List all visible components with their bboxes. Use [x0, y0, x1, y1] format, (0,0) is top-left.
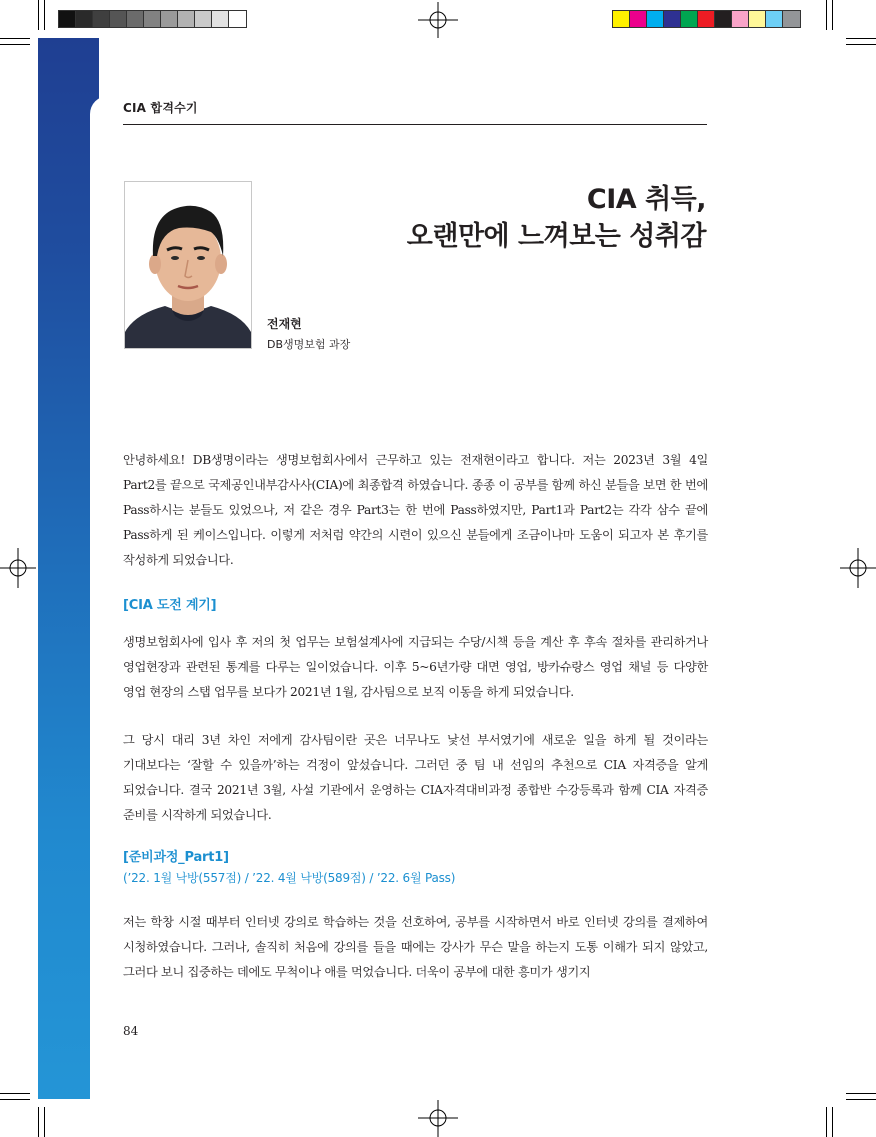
crop-mark	[832, 0, 833, 30]
color-swatch	[195, 11, 212, 27]
color-swatch	[715, 11, 732, 27]
color-swatch	[212, 11, 229, 27]
crop-mark	[44, 1107, 45, 1137]
registration-mark-top	[418, 2, 458, 38]
author-affiliation: DB생명보험 과장	[267, 338, 351, 351]
page-number: 84	[123, 1024, 139, 1038]
crop-mark	[44, 0, 45, 30]
color-swatch	[93, 11, 110, 27]
crop-mark	[0, 44, 30, 45]
crop-mark	[826, 1107, 827, 1137]
color-swatch	[766, 11, 783, 27]
intro-paragraph: 안녕하세요! DB생명이라는 생명보험회사에서 근무하고 있는 전재현이라고 합니다. 저는 2023년 3월 4일 Part2를 끝으로 국제공인내부감사사(CIA)에 최종합격 하였습니다. 종종 이 공부를 함께 하신 분들을 보면 한 번에 Pass하시는 분들도 있었으나, 저 같은 경우 Part3는 한 번에 Pass하였지만, Part1과 Part2는 각각 삼수 끝에 Pass하게 된 케이스입니다. 이렇게 저처럼 약간의 시련이 있으신 분들에게 조금이나마 도움이 되고자 본 후기를 작성하게 되었습니다.	[123, 453, 708, 567]
color-swatch	[110, 11, 127, 27]
color-swatch	[613, 11, 630, 27]
author-name: 전재현	[267, 317, 302, 331]
crop-mark	[0, 1099, 30, 1100]
color-swatch	[127, 11, 144, 27]
registration-mark-bottom	[418, 1100, 458, 1137]
color-swatch	[229, 11, 246, 27]
color-swatch	[144, 11, 161, 27]
part1-paragraph-1: 저는 학창 시절 때부터 인터넷 강의로 학습하는 것을 선호하여, 공부를 시작하면서 바로 인터넷 강의를 결제하여 시청하였습니다. 그러나, 솔직히 처음에 강의를 들을 때에는 강사가 무슨 말을 하는지 도통 이해가 되지 않았고, 그러다 보니 집중하는 데에도 무척이나 애를 먹었습니다. 더욱이 공부에 대한 흥미가 생기지	[123, 915, 708, 979]
author-photo	[124, 181, 252, 349]
section-subheading-part1: (’22. 1월 낙방(557점) / ’22. 4월 낙방(589점) / ’22. 6월 Pass)	[123, 871, 456, 885]
color-swatch	[647, 11, 664, 27]
color-swatch	[630, 11, 647, 27]
crop-mark	[846, 1099, 876, 1100]
color-swatch	[76, 11, 93, 27]
section-heading-part1: [준비과정_Part1]	[123, 850, 229, 865]
section-label: CIA 합격수기	[123, 101, 198, 115]
crop-mark	[0, 1093, 30, 1094]
crop-mark	[846, 38, 876, 39]
color-swatch	[732, 11, 749, 27]
crop-mark	[846, 1093, 876, 1094]
color-swatch	[698, 11, 715, 27]
color-swatch	[681, 11, 698, 27]
title-line-2: 오랜만에 느껴보는 성취감	[406, 221, 706, 252]
motivation-paragraph-1: 생명보험회사에 입사 후 저의 첫 업무는 보험설계사에 지급되는 수당/시책 등을 계산 후 후속 절차를 관리하거나 영업현장과 관련된 통계를 다루는 일이었습니다. 이후 5~6년가량 대면 영업, 방카슈랑스 영업 채널 등 다양한 영업 현장의 스탭 업무를 보다가 2021년 1월, 감사팀으로 보직 이동을 하게 되었습니다.	[123, 635, 708, 699]
article-title	[407, 181, 706, 255]
crop-mark	[38, 0, 39, 30]
crop-mark	[38, 1107, 39, 1137]
portrait-image	[125, 182, 251, 348]
header-rule	[123, 124, 707, 125]
cmyk-color-bar	[612, 10, 801, 28]
color-swatch	[59, 11, 76, 27]
registration-mark-right	[840, 548, 876, 588]
registration-mark-left	[0, 548, 36, 588]
title-line-1: CIA 취득,	[586, 184, 706, 215]
crop-mark	[846, 44, 876, 45]
color-swatch	[178, 11, 195, 27]
crop-mark	[0, 38, 30, 39]
color-swatch	[783, 11, 800, 27]
sidebar-page-curve	[90, 96, 120, 1099]
crop-mark	[832, 1107, 833, 1137]
crop-mark	[826, 0, 827, 30]
color-swatch	[749, 11, 766, 27]
motivation-paragraph-2: 그 당시 대리 3년 차인 저에게 감사팀이란 곳은 너무나도 낯선 부서였기에 새로운 일을 하게 될 것이라는 기대보다는 ‘잘할 수 있을까’하는 걱정이 앞섰습니다. 그러던 중 팀 내 선임의 추천으로 CIA 자격증을 알게 되었습니다. 결국 2021년 3월, 사설 기관에서 운영하는 CIA자격대비과정 종합반 수강등록과 함께 CIA 자격증 준비를 시작하게 되었습니다.	[123, 733, 708, 822]
section-heading-motivation: [CIA 도전 계기]	[123, 598, 217, 613]
grayscale-color-bar	[58, 10, 247, 28]
color-swatch	[664, 11, 681, 27]
color-swatch	[161, 11, 178, 27]
